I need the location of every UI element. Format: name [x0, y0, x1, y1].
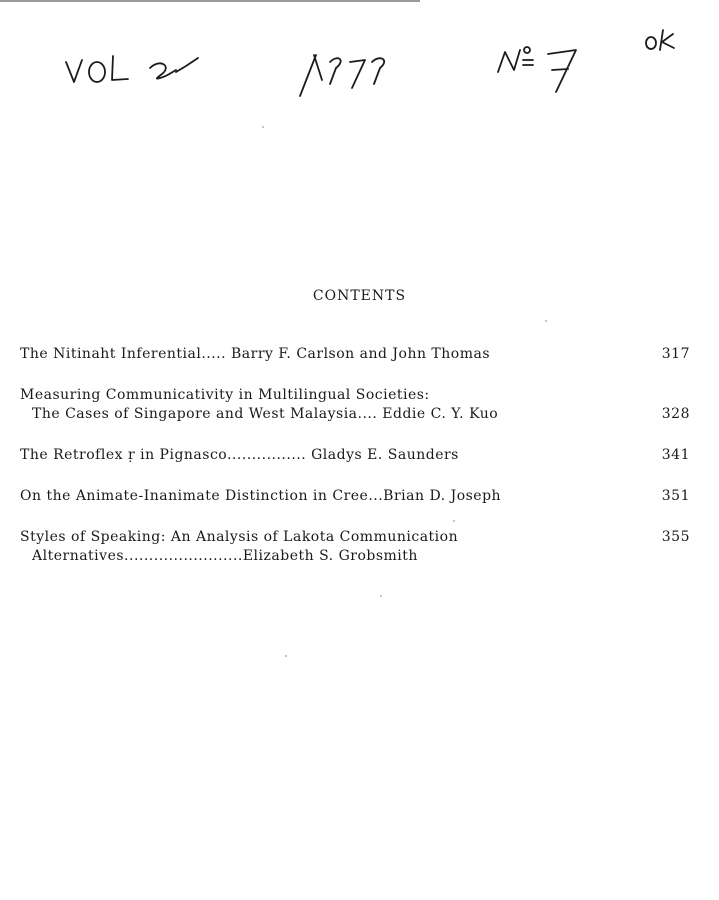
toc-entry-line: On the Animate-Inanimate Distinction in Cree...Brian D. Joseph	[20, 488, 502, 504]
handwritten-volume	[66, 56, 198, 82]
handwritten-check	[646, 30, 674, 50]
toc-page-number: 341	[661, 447, 690, 463]
toc-page-number: 355	[661, 529, 690, 545]
toc-entry-line: The Nitinaht Inferential..... Barry F. Carlson and John Thomas	[20, 346, 491, 362]
toc-entry	[20, 487, 690, 506]
toc-entry	[20, 345, 690, 364]
scan-speck	[453, 520, 455, 522]
scan-speck	[380, 595, 382, 597]
toc-page-number: 328	[661, 406, 690, 422]
toc-entry-line: Styles of Speaking: An Analysis of Lakota Communication	[20, 529, 459, 545]
toc-entry-continuation: Alternatives........................Elizabeth S. Grobsmith	[32, 548, 418, 564]
table-of-contents	[20, 345, 690, 588]
scan-speck	[262, 126, 264, 128]
toc-entry	[20, 528, 690, 566]
scan-speck	[545, 320, 547, 322]
toc-entry	[20, 386, 690, 424]
scan-speck	[285, 655, 287, 657]
handwriting-drawing	[0, 0, 719, 110]
toc-entry-line: The Retroflex ṛ in Pignasco................ Gladys E. Saunders	[20, 447, 459, 463]
toc-entry-line: Measuring Communicativity in Multilingual Societies:	[20, 387, 430, 403]
toc-entry-continuation: The Cases of Singapore and West Malaysia.... Eddie C. Y. Kuo	[32, 406, 499, 422]
handwritten-year	[300, 55, 384, 96]
handwritten-number	[498, 47, 576, 92]
handwritten-annotations	[0, 0, 719, 110]
toc-page-number: 351	[661, 488, 690, 504]
toc-entry	[20, 446, 690, 465]
contents-heading: CONTENTS	[312, 288, 407, 304]
toc-page-number: 317	[661, 346, 690, 362]
